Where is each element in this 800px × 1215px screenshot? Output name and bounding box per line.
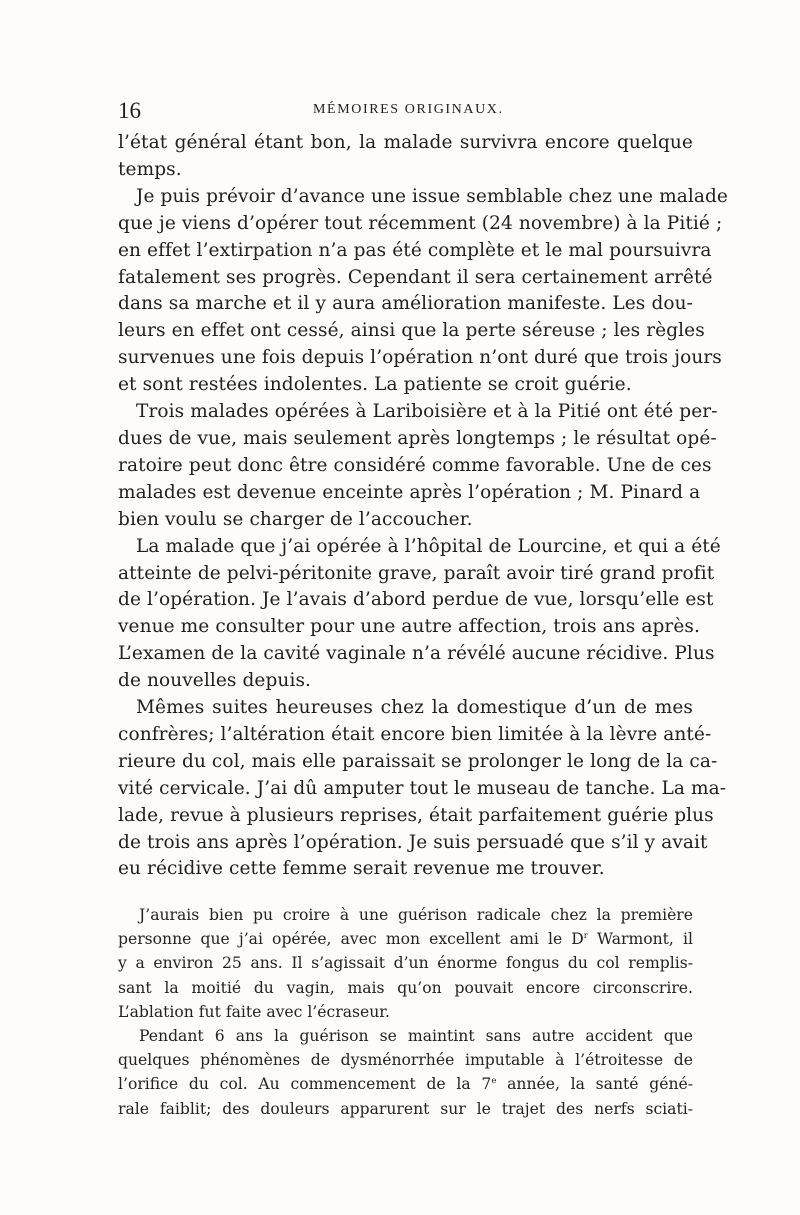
footnote bbox=[118, 903, 693, 1121]
text-line: confrères; l’altération était encore bien limitée à la lèvre anté- bbox=[118, 723, 712, 745]
text-line: leurs en effet ont cessé, ainsi que la perte séreuse ; les règles bbox=[118, 320, 705, 342]
text-line: de l’opération. Je l’avais d’abord perdue de vue, lorsqu’elle est bbox=[118, 589, 714, 611]
text-line: et sont restées indolentes. La patiente se croit guérie. bbox=[118, 374, 632, 396]
footnote-paragraph bbox=[118, 903, 693, 1024]
text-line: Mêmes suites heureuses chez la domestique d’un de mes bbox=[136, 697, 693, 719]
footnote-line bbox=[118, 1072, 693, 1096]
footnote-paragraph bbox=[118, 1024, 693, 1121]
text-line: L’examen de la cavité vaginale n’a révélé aucune récidive. Plus bbox=[118, 643, 715, 665]
doctor-superscript: r bbox=[583, 931, 588, 942]
text-line: La malade que j’ai opérée à l’hôpital de Lourcine, et qui a été bbox=[136, 535, 721, 557]
text-line: dans sa marche et il y aura amélioration manifeste. Les dou- bbox=[118, 293, 693, 315]
text-line: de trois ans après l’opération. Je suis persuadé que s’il y avait bbox=[118, 831, 708, 853]
main-text bbox=[118, 130, 728, 883]
paragraph bbox=[118, 695, 727, 883]
text-line: atteinte de pelvi-péritonite grave, paraît avoir tiré grand profit bbox=[118, 562, 715, 584]
text-line: rieure du col, mais elle paraissait se prolonger le long de la ca- bbox=[118, 750, 718, 772]
text-line: lade, revue à plusieurs reprises, était parfaitement guérie plus bbox=[118, 804, 714, 826]
text-line: dues de vue, mais seulement après longtemps ; le résultat opé- bbox=[118, 427, 717, 449]
page-header bbox=[118, 96, 693, 126]
text-line: en effet l’extirpation n’a pas été complète et le mal poursuivra bbox=[118, 239, 712, 261]
paragraph bbox=[118, 184, 728, 399]
text-line: survenues une fois depuis l’opération n’ont duré que trois jours bbox=[118, 347, 722, 369]
footnote-line bbox=[118, 927, 693, 951]
footnote-line: sant la moitié du vagin, mais qu’on pouvait encore circonscrire. bbox=[118, 978, 693, 997]
text-line: fatalement ses progrès. Cependant il sera certainement arrêté bbox=[118, 266, 713, 288]
text-line: Trois malades opérées à Lariboisière et à la Pitié ont été per- bbox=[136, 401, 718, 423]
footnote-text: l’orifice du col. Au commencement de la 7 bbox=[118, 1075, 492, 1094]
paragraph bbox=[118, 534, 721, 695]
text-line: venue me consulter pour une autre affection, trois ans après. bbox=[118, 616, 700, 638]
text-line: que je viens d’opérer tout récemment (24 novembre) à la Pitié ; bbox=[118, 212, 723, 234]
text-line: malades est devenue enceinte après l’opération ; M. Pinard a bbox=[118, 481, 701, 503]
footnote-line: rale faiblit; des douleurs apparurent sur le trajet des nerfs sciati- bbox=[118, 1099, 693, 1118]
footnote-text: personne que j’ai opérée, avec mon excellent ami le D bbox=[118, 930, 584, 949]
ordinal-superscript: e bbox=[491, 1076, 497, 1087]
footnote-line: L’ablation fut faite avec l’écraseur. bbox=[118, 1002, 390, 1021]
footnote-line: quelques phénomènes de dysménorrhée imputable à l’étroitesse de bbox=[118, 1051, 693, 1070]
footnote-line: Pendant 6 ans la guérison se maintint sans autre accident que bbox=[139, 1027, 693, 1046]
text-line: ratoire peut donc être considéré comme favorable. Une de ces bbox=[118, 454, 712, 476]
text-line: vité cervicale. J’ai dû amputer tout le museau de tanche. La ma- bbox=[118, 777, 727, 799]
page-number: 16 bbox=[118, 98, 141, 123]
footnote-line: J’aurais bien pu croire à une guérison radicale chez la première bbox=[139, 906, 693, 924]
paragraph bbox=[118, 130, 693, 184]
text-line: bien voulu se charger de l’accoucher. bbox=[118, 508, 473, 530]
text-line: eu récidive cette femme serait revenue me trouver. bbox=[118, 858, 605, 880]
text-line: l’état général étant bon, la malade survivra encore quelque bbox=[118, 132, 693, 153]
running-head: MÉMOIRES ORIGINAUX. bbox=[313, 102, 504, 117]
text-line: temps. bbox=[118, 158, 182, 180]
footnote-text: Warmont, il bbox=[587, 930, 693, 949]
text-line: de nouvelles depuis. bbox=[118, 670, 312, 692]
footnote-line: y a environ 25 ans. Il s’agissait d’un énorme fongus du col remplis- bbox=[118, 954, 693, 973]
text-line: Je puis prévoir d’avance une issue semblable chez une malade bbox=[136, 185, 728, 207]
footnote-text: année, la santé géné- bbox=[496, 1075, 693, 1094]
paragraph bbox=[118, 399, 718, 534]
